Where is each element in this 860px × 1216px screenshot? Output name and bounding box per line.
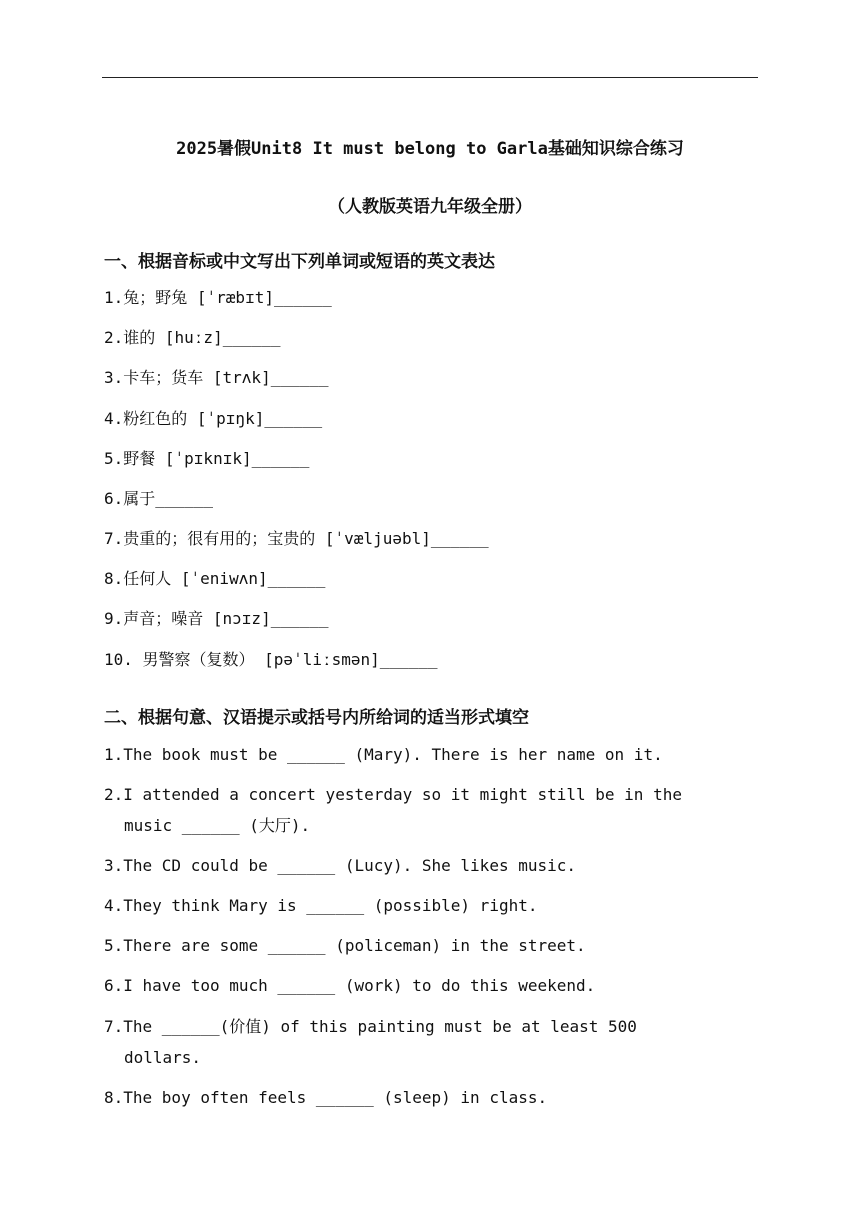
fill-item-8 <box>104 1087 547 1109</box>
vocab-item-3: 3.卡车；货车 [trʌk]______ <box>104 368 329 387</box>
vocab-item-2: 2.谁的 [huːz]______ <box>104 328 281 347</box>
vocab-item-9: 9.声音；噪音 [nɔɪz]______ <box>104 609 329 628</box>
fill-item-4 <box>104 895 537 917</box>
document-subtitle: （人教版英语九年级全册） <box>328 197 532 217</box>
fill-item-6-line1: 6.I have too much ______ (work) to do this weekend. <box>104 976 596 995</box>
fill-item-3-line1: 3.The CD could be ______ (Lucy). She likes music. <box>104 856 577 875</box>
vocab-item-7: 7.贵重的；很有用的；宝贵的 [ˈvæljuəbl]______ <box>104 529 489 548</box>
fill-item-7 <box>104 1016 637 1069</box>
fill-item-6 <box>104 975 595 997</box>
vocab-item-1: 1.兔；野兔 [ˈræbɪt]______ <box>104 288 332 307</box>
fill-item-2-line1: 2.I attended a concert yesterday so it might still be in the <box>104 785 682 804</box>
fill-item-3 <box>104 855 576 877</box>
fill-item-8-line1: 8.The boy often feels ______ (sleep) in class. <box>104 1088 548 1107</box>
vocab-item-6: 6.属于______ <box>104 489 214 508</box>
fill-item-2 <box>104 784 682 837</box>
vocab-item-10: 10. 男警察（复数） [pəˈliːsmən]______ <box>104 650 438 669</box>
fill-item-1 <box>104 744 663 766</box>
vocab-item-8: 8.任何人 [ˈeniwʌn]______ <box>104 569 326 588</box>
vocab-item-4: 4.粉红色的 [ˈpɪŋk]______ <box>104 409 323 428</box>
section-1-heading: 一、根据音标或中文写出下列单词或短语的英文表达 <box>104 252 495 272</box>
document-title: 2025暑假Unit8 It must belong to Garla基础知识综合练习 <box>176 139 684 159</box>
fill-item-2-line2: music ______ (大厅). <box>124 816 311 835</box>
header-rule <box>102 77 758 78</box>
fill-item-5 <box>104 935 586 957</box>
fill-item-7-line2: dollars. <box>124 1048 202 1067</box>
section-2-heading: 二、根据句意、汉语提示或括号内所给词的适当形式填空 <box>104 708 529 728</box>
vocab-item-5: 5.野餐 [ˈpɪknɪk]______ <box>104 449 310 468</box>
fill-item-4-line1: 4.They think Mary is ______ (possible) right. <box>104 896 538 915</box>
fill-item-1-line1: 1.The book must be ______ (Mary). There is her name on it. <box>104 745 663 764</box>
fill-item-7-line1: 7.The ______(价值) of this painting must be at least 500 <box>104 1017 637 1036</box>
fill-item-5-line1: 5.There are some ______ (policeman) in the street. <box>104 936 586 955</box>
